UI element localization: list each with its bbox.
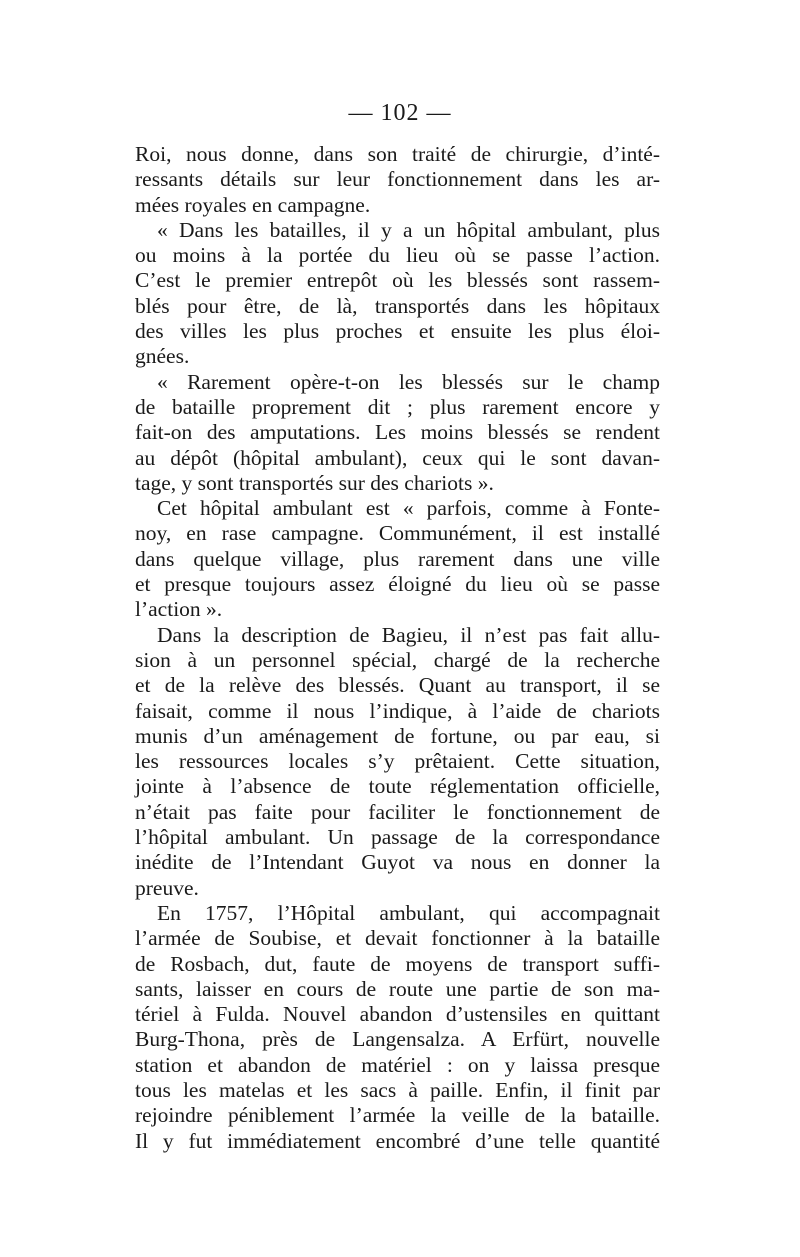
text-line: l’hôpital ambulant. Un passage de la correspondance xyxy=(135,825,660,850)
text-line: et de la relève des blessés. Quant au transport, il se xyxy=(135,673,660,698)
text-line: ou moins à la portée du lieu où se passe l’action. xyxy=(135,243,660,268)
text-line: tous les matelas et les sacs à paille. Enfin, il finit par xyxy=(135,1077,660,1102)
text-line: de Rosbach, dut, faute de moyens de transport suffi- xyxy=(135,951,660,976)
text-line: gnées. xyxy=(135,344,190,369)
text-line: l’armée de Soubise, et devait fonctionner à la bataille xyxy=(135,926,660,951)
text-line: Roi, nous donne, dans son traité de chirurgie, d’inté- xyxy=(135,142,660,166)
text-line: et presque toujours assez éloigné du lieu où se passe xyxy=(135,572,660,597)
text-line: tage, y sont transportés sur des chariots ». xyxy=(135,470,494,495)
text-line: l’action ». xyxy=(135,597,223,622)
text-line: faisait, comme il nous l’indique, à l’aide de chariots xyxy=(135,698,660,723)
text-line: noy, en rase campagne. Communément, il est installé xyxy=(135,521,660,546)
text-line: preuve. xyxy=(135,875,199,900)
text-line: C’est le premier entrepôt où les blessés sont rassem- xyxy=(135,268,660,293)
text-line: mées royales en campagne. xyxy=(135,192,371,217)
text-line: blés pour être, de là, transportés dans les hôpitaux xyxy=(135,293,660,318)
text-line: « Rarement opère-t-on les blessés sur le champ xyxy=(157,369,660,394)
text-line: sants, laisser en cours de route une partie de son ma- xyxy=(135,976,660,1001)
text-line: jointe à l’absence de toute réglementation officielle, xyxy=(135,774,660,799)
text-line: des villes les plus proches et ensuite les plus éloi- xyxy=(135,319,660,344)
text-line: station et abandon de matériel : on y laissa presque xyxy=(135,1052,660,1077)
text-line: fait-on des amputations. Les moins blessés se rendent xyxy=(135,420,660,445)
text-line: munis d’un aménagement de fortune, ou par eau, si xyxy=(135,723,660,748)
text-line: Burg-Thona, près de Langensalza. A Erfürt, nouvelle xyxy=(135,1027,660,1052)
text-line: n’était pas faite pour faciliter le fonctionnement de xyxy=(135,799,660,824)
body-text xyxy=(135,142,660,1154)
text-line: Dans la description de Bagieu, il n’est pas fait allu- xyxy=(157,622,660,647)
text-line: Cet hôpital ambulant est « parfois, comme à Fonte- xyxy=(157,496,660,521)
text-line: inédite de l’Intendant Guyot va nous en donner la xyxy=(135,850,660,875)
text-line: Il y fut immédiatement encombré d’une telle quantité xyxy=(135,1128,660,1153)
page-number: — 102 — xyxy=(348,100,452,126)
text-line: En 1757, l’Hôpital ambulant, qui accompagnait xyxy=(157,900,660,925)
text-line: dans quelque village, plus rarement dans une ville xyxy=(135,546,660,571)
text-line: ressants détails sur leur fonctionnement dans les ar- xyxy=(135,167,660,192)
text-line: au dépôt (hôpital ambulant), ceux qui le sont davan- xyxy=(135,445,660,470)
text-line: « Dans les batailles, il y a un hôpital ambulant, plus xyxy=(157,217,660,242)
text-line: de bataille proprement dit ; plus rarement encore y xyxy=(135,394,660,419)
text-line: tériel à Fulda. Nouvel abandon d’ustensiles en quittant xyxy=(135,1002,660,1027)
text-line: sion à un personnel spécial, chargé de la recherche xyxy=(135,647,660,672)
text-line: rejoindre péniblement l’armée la veille de la bataille. xyxy=(135,1103,660,1128)
text-line: les ressources locales s’y prêtaient. Cette situation, xyxy=(135,749,660,774)
